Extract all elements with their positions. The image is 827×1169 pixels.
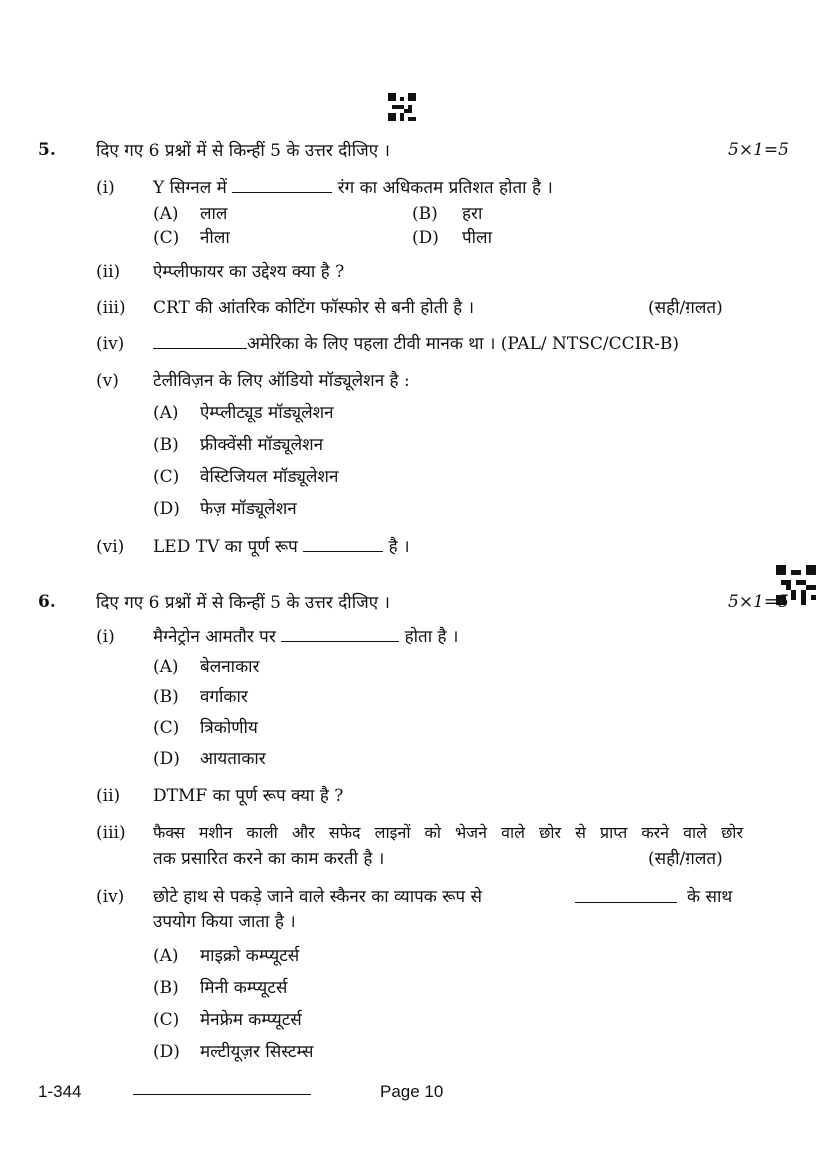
question-6-number: 6. <box>38 592 56 612</box>
q5-iv-text <box>153 333 679 355</box>
q6-iv-line2: उपयोग किया जाता है । <box>153 912 296 932</box>
paper-code: 1-344 <box>38 1082 82 1101</box>
q5-v-option-d: फेज़ मॉड्यूलेशन <box>200 499 297 519</box>
q5-v-option-d-label: (D) <box>153 499 180 519</box>
q5-v-text: टेलीविज़न के लिए ऑडियो मॉड्यूलेशन है : <box>153 371 410 391</box>
q5-iv-label: (iv) <box>96 334 125 354</box>
q6-ii-label: (ii) <box>96 786 121 806</box>
q5-i-pre: Y सिग्नल में <box>153 178 227 198</box>
q6-i-option-a: बेलनाकार <box>200 657 260 677</box>
q6-iv-option-d-label: (D) <box>153 1042 180 1062</box>
q6-i-text <box>153 626 458 648</box>
fill-blank <box>281 627 399 642</box>
q6-iv-post: के साथ <box>687 887 733 907</box>
q5-ii-label: (ii) <box>96 262 121 282</box>
q5-i-option-d: पीला <box>462 228 492 248</box>
q5-i-text <box>153 177 553 199</box>
q6-iv-option-a: माइक्रो कम्प्यूटर्स <box>200 946 300 966</box>
footer-divider <box>133 1094 311 1095</box>
q5-v-option-c-label: (C) <box>153 467 180 487</box>
q6-i-option-d-label: (D) <box>153 749 180 769</box>
fill-blank <box>575 888 677 903</box>
q5-v-label: (v) <box>96 371 119 391</box>
question-5-number: 5. <box>38 140 56 160</box>
q5-v-option-c: वेस्टिजियल मॉड्यूलेशन <box>200 467 339 487</box>
q5-iii-text: CRT की आंतरिक कोटिंग फॉस्फोर से बनी होती है । <box>153 298 475 318</box>
q6-iv-pre: छोटे हाथ से पकड़े जाने वाले स्कैनर का व्यापक रूप से <box>153 887 483 907</box>
q6-i-option-b-label: (B) <box>153 687 179 707</box>
q6-i-label: (i) <box>96 627 115 647</box>
q5-i-option-a-label: (A) <box>153 204 179 224</box>
fill-blank <box>153 334 247 349</box>
q5-ii-text: ऐम्प्लीफायर का उद्देश्य क्या है ? <box>153 262 345 282</box>
q6-iv-option-a-label: (A) <box>153 946 179 966</box>
q5-i-label: (i) <box>96 178 115 198</box>
q5-iv-post: अमेरिका के लिए पहला टीवी मानक था । (PAL/ NTSC/CCIR-B) <box>247 334 679 354</box>
q5-i-option-b: हरा <box>462 204 483 224</box>
q5-v-option-b-label: (B) <box>153 435 179 455</box>
q6-iv-option-c-label: (C) <box>153 1010 180 1030</box>
q5-vi-pre: LED TV का पूर्ण रूप <box>153 537 298 557</box>
fill-blank <box>303 537 383 552</box>
q6-iv-option-b: मिनी कम्प्यूटर्स <box>200 978 288 998</box>
question-5-instruction: दिए गए 6 प्रश्नों में से किन्हीं 5 के उत्तर दीजिए । <box>96 141 390 161</box>
question-5-marks: 5×1=5 <box>728 140 789 160</box>
q5-iii-true-false: (सही/ग़लत) <box>648 298 723 318</box>
q5-iii-label: (iii) <box>96 298 126 318</box>
q5-i-option-c-label: (C) <box>153 228 180 248</box>
q5-vi-label: (vi) <box>96 537 125 557</box>
q6-iii-line2: तक प्रसारित करने का काम करती है । <box>153 849 385 869</box>
q6-iv-option-b-label: (B) <box>153 978 179 998</box>
q6-iii-true-false: (सही/ग़लत) <box>648 849 723 869</box>
q6-i-post: होता है । <box>404 627 459 647</box>
q6-iv-option-c: मेनफ्रेम कम्प्यूटर्स <box>200 1010 302 1030</box>
q5-i-option-c: नीला <box>200 228 230 248</box>
q6-i-option-b: वर्गाकार <box>200 687 248 707</box>
q6-iv-label: (iv) <box>96 887 125 907</box>
q5-vi-text <box>153 536 410 558</box>
q5-v-option-b: फ्रीक्वेंसी मॉड्यूलेशन <box>200 435 324 455</box>
page-number: Page 10 <box>380 1082 444 1101</box>
fill-blank <box>232 178 332 193</box>
q6-i-option-d: आयताकार <box>200 749 266 769</box>
q5-i-option-b-label: (B) <box>412 204 438 224</box>
q6-i-pre: मैग्नेट्रोन आमतौर पर <box>153 627 276 647</box>
question-6-marks: 5×1=5 <box>728 592 789 612</box>
q5-i-option-d-label: (D) <box>412 228 439 248</box>
q6-i-option-a-label: (A) <box>153 657 179 677</box>
q5-i-post: रंग का अधिकतम प्रतिशत होता है । <box>337 178 553 198</box>
q6-i-option-c-label: (C) <box>153 718 180 738</box>
q6-ii-text: DTMF का पूर्ण रूप क्या है ? <box>153 786 344 806</box>
q6-iii-label: (iii) <box>96 823 126 843</box>
q6-iv-option-d: मल्टीयूज़र सिस्टम्स <box>200 1042 314 1062</box>
qr-code-top <box>388 93 416 121</box>
q5-i-option-a: लाल <box>200 204 228 224</box>
question-6-instruction: दिए गए 6 प्रश्नों में से किन्हीं 5 के उत्तर दीजिए । <box>96 593 390 613</box>
q5-vi-post: है । <box>388 537 410 557</box>
q5-v-option-a-label: (A) <box>153 403 179 423</box>
q5-v-option-a: ऐम्प्लीट्यूड मॉड्यूलेशन <box>200 403 334 423</box>
q6-i-option-c: त्रिकोणीय <box>200 718 258 738</box>
q6-iii-line1: फैक्स मशीन काली और सफेद लाइनों को भेजने वाले छोर से प्राप्त करने वाले छोर <box>153 823 743 842</box>
